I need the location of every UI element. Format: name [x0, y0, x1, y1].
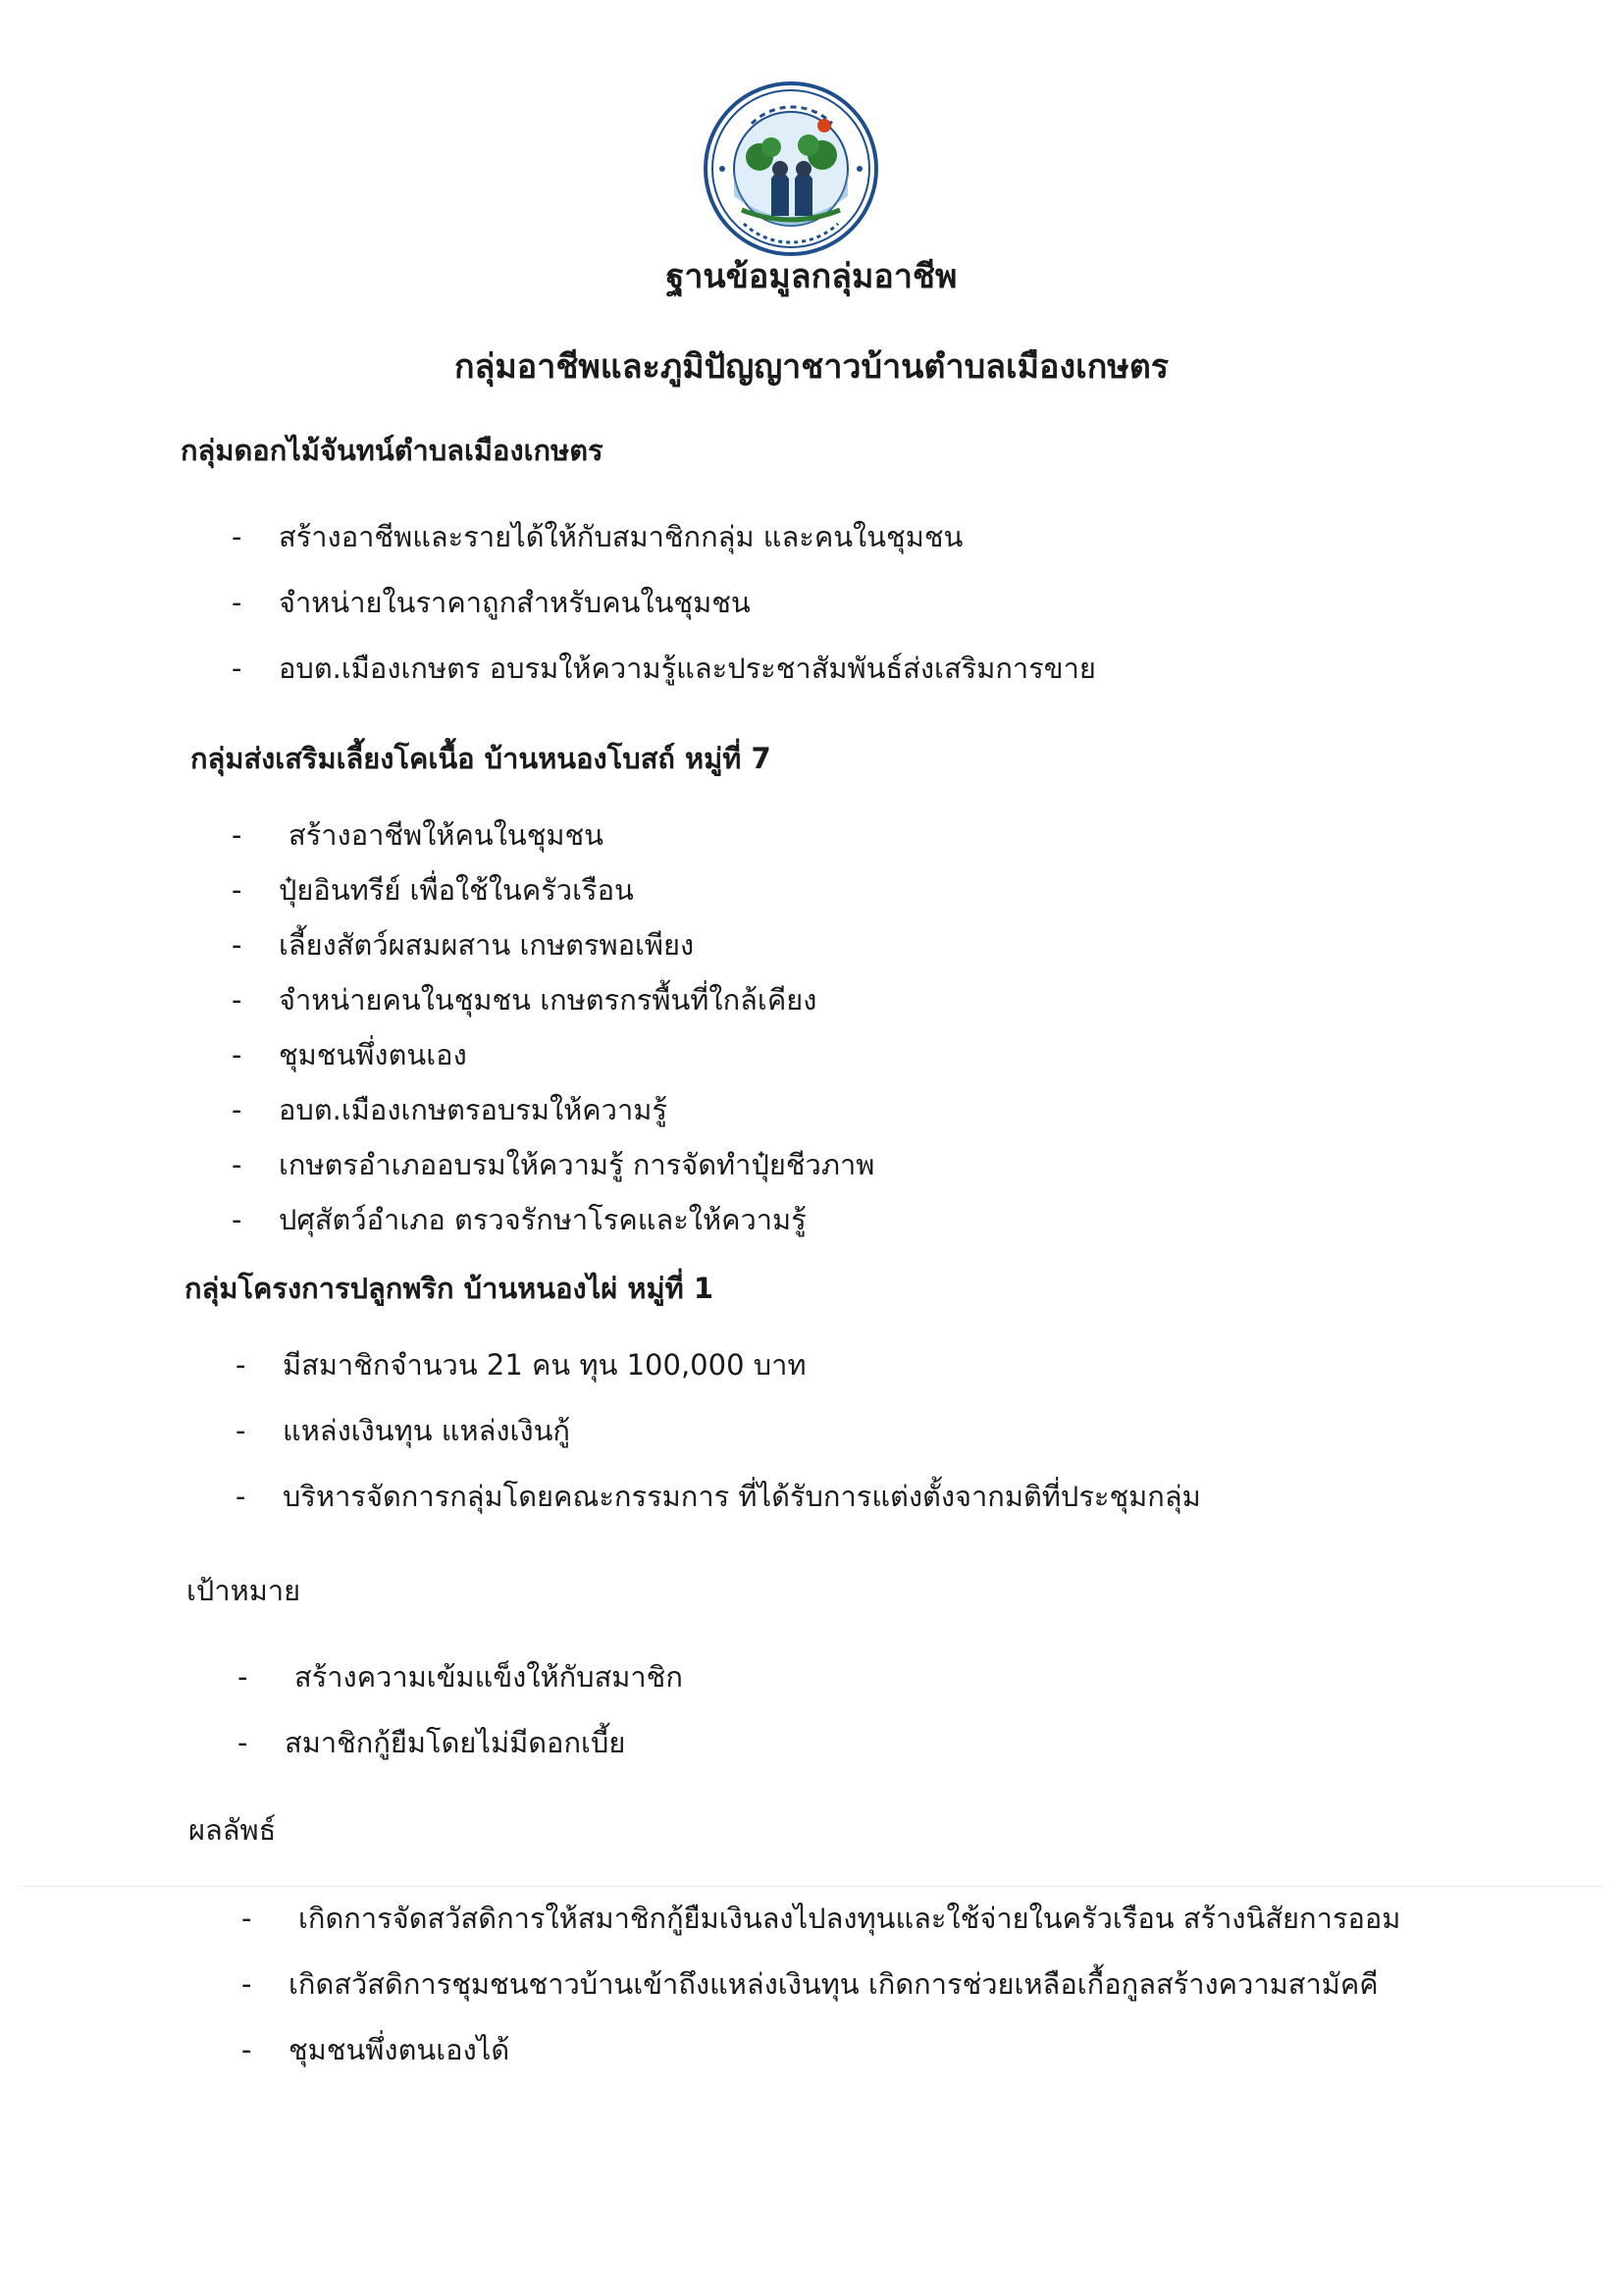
page-title: ฐานข้อมูลกลุ่มอาชีพ	[665, 257, 958, 296]
scan-line-divider	[20, 1886, 1603, 1887]
bullet-dash: -	[232, 520, 242, 553]
section-heading-goals: เป้าหมาย	[186, 1574, 301, 1607]
bullet-dash: -	[232, 818, 242, 852]
section-heading-flower-group: กลุ่มดอกไม้จันทน์ตำบลเมืองเกษตร	[181, 434, 603, 467]
bullet-dash: -	[236, 1414, 246, 1447]
bullet-dash: -	[232, 928, 242, 962]
bullet-dash: -	[241, 1967, 252, 2001]
bullet-dash: -	[232, 983, 242, 1017]
section-heading-chili-group: กลุ่มโครงการปลูกพริก บ้านหนองไผ่ หมู่ที่ 1	[184, 1272, 713, 1305]
document-page: ฐานข้อมูลกลุ่มอาชีพ กลุ่มอาชีพและภูมิปัญญาชาวบ้านตำบลเมืองเกษตร กลุ่มดอกไม้จันทน์ตำบลเมืองเกษตร - สร้างอาชีพและรายได้ให้กับสมาชิกกลุ่ม และคนในชุมชน - จำหน่ายในราคาถูกสำหรับคนในชุมชน - อบต.เมืองเกษตร อบรมให้ความรู้และประชาสัมพันธ์ส่งเสริมการขาย กลุ่มส่งเสริมเลี้ยงโคเนื้อ บ้านหนองโบสถ์ หมู่ที่ 7 - สร้างอาชีพให้คนในชุมชน - ปุ๋ยอินทรีย์ เพื่อใช้ในครัวเรือน - เลี้ยงสัตว์ผสมผสาน เกษตรพอเพียง - จำหน่ายคนในชุมชน เกษตรกรพื้นที่ใกล้เคียง - ชุมชนพึ่งตนเอง - อบต.เมืองเกษตรอบรมให้ความรู้ - เกษตรอำเภออบรมให้ความรู้ การจัดทำปุ๋ยชีวภาพ - ปศุสัตว์อำเภอ ตรวจรักษาโรคและให้ความรู้ กลุ่มโครงการปลูกพริก บ้านหนองไผ่ หมู่ที่ 1 - มีสมาชิกจำนวน 21 คน ทุน 100,000 บาท - แหล่งเงินทุน แหล่งเงินกู้ - บริหารจัดการกลุ่มโดยคณะกรรมการ ที่ได้รับการแต่งตั้งจากมติที่ประชุมกลุ่ม เป้าหมาย - สร้างความเข้มแข็งให้กับสมาชิก - สมาชิกกู้ยืมโดยไม่มีดอกเบี้ย ผลลัพธ์ - เกิดการจัดสวัสดิการให้สมาชิกกู้ยืมเงินลงไปลงทุนและใช้จ่ายในครัวเรือน สร้างนิสัยการออม - เกิดสวัสดิการชุมชนชาวบ้านเข้าถึงแหล่งเงินทุน เกิดการช่วยเหลือเกื้อกูลสร้างความสามัคคี - ชุมชนพึ่งตนเองได้	[0, 0, 1623, 2296]
bullet-dash: -	[241, 1902, 252, 1935]
page-subtitle: กลุ่มอาชีพและภูมิปัญญาชาวบ้านตำบลเมืองเกษตร	[453, 347, 1170, 387]
bullet-dash: -	[232, 652, 242, 685]
bullet-dash: -	[232, 1148, 242, 1181]
bullet-dash: -	[237, 1660, 248, 1694]
bullet-dash: -	[236, 1348, 246, 1382]
bullet-dash: -	[237, 1726, 248, 1759]
tambon-seal-logo	[703, 80, 879, 257]
bullet-dash: -	[236, 1480, 246, 1513]
bullet-dash: -	[232, 873, 242, 907]
bullet-dash: -	[232, 586, 242, 619]
bullet-dash: -	[232, 1038, 242, 1071]
section-heading-cattle-group: กลุ่มส่งเสริมเลี้ยงโคเนื้อ บ้านหนองโบสถ์ หมู่ที่ 7	[190, 742, 771, 775]
bullet-dash: -	[232, 1093, 242, 1126]
bullet-dash: -	[232, 1203, 242, 1236]
bullet-dash: -	[241, 2033, 252, 2066]
section-heading-results: ผลลัพธ์	[188, 1813, 277, 1847]
